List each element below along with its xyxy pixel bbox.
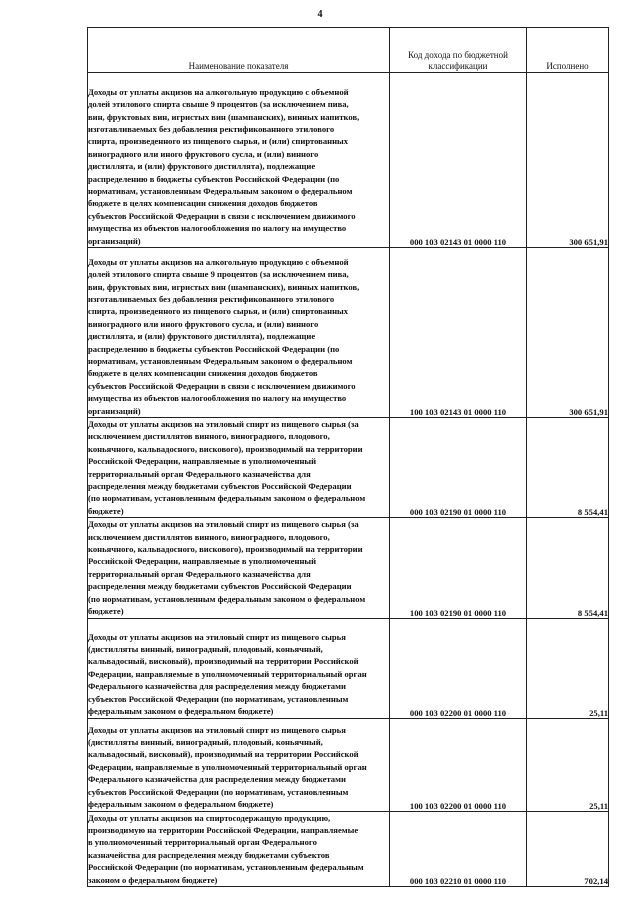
header-code-column: Код дохода по бюджетной классификации <box>390 28 527 73</box>
row-value: 702,14 <box>527 811 609 886</box>
table-row <box>88 811 609 886</box>
header-value-column: Исполнено <box>527 28 609 73</box>
row-value: 25,11 <box>527 618 609 718</box>
page-number: 4 <box>317 9 323 20</box>
row-code: 000 103 02190 01 0000 110 <box>390 418 527 518</box>
row-value: 8 554,41 <box>527 518 609 618</box>
table-row <box>88 248 609 418</box>
row-code: 000 103 02143 01 0000 110 <box>390 73 527 248</box>
row-name: Доходы от уплаты акцизов на алкогольную продукцию с объемной долей этилового спирта свыше 9 процентов (за исключением пива, вин, фруктовых вин, игристых вин (шампанских), винных напитков, изготавливаемых без добавления ректификованного этилового спирта, произведенного из пищевого сырья, и (или) спиртованных виноградного или иного фруктового сусла, и (или) винного дистиллята, и (или) фруктового дистиллята), подлежащие распределению в бюджеты субъектов Российской Федерации (по нормативам, установленным Федеральным законом о федеральном бюджете в целях компенсации снижения доходов бюджетов субъектов Российской Федерации в связи с исключением движимого имущества из объектов налогообложения по налогу на имущество организаций) <box>88 73 390 248</box>
row-code: 100 103 02143 01 0000 110 <box>390 248 527 418</box>
row-value: 8 554,41 <box>527 418 609 518</box>
row-code: 000 103 02200 01 0000 110 <box>390 618 527 718</box>
row-value: 300 651,91 <box>527 248 609 418</box>
row-value: 300 651,91 <box>527 73 609 248</box>
row-name: Доходы от уплаты акцизов на этиловый спирт из пищевого сырья (за исключением дистиллятов винного, виноградного, плодового, коньячного, кальвадосного, вискового), производимый на территории Российской Федерации, направляемые в уполномоченный территориальный орган Федерального казначейства для распределения между бюджетами субъектов Российской Федерации (по нормативам, установленным федеральным законом о федеральном бюджете) <box>88 518 390 618</box>
table-row <box>88 618 609 718</box>
table-row <box>88 518 609 618</box>
row-name: Доходы от уплаты акцизов на спиртосодержащую продукцию, производимую на территории Российской Федерации, направляемые в уполномоченный территориальный орган Федерального казначейства для распределения между бюджетами субъектов Российской Федерации (по нормативам, установленным федеральным законом о федеральном бюджете) <box>88 811 390 886</box>
revenue-table <box>87 27 609 887</box>
row-name: Доходы от уплаты акцизов на этиловый спирт из пищевого сырья (дистилляты винный, виноградный, плодовый, коньячный, кальвадосный, висковый), производимый на территории Российской Федерации, направляемые в уполномоченный территориальный орган Федерального казначейства для распределения между бюджетами субъектов Российской Федерации (по нормативам, установленным федеральным законом о федеральном бюджете) <box>88 618 390 718</box>
header-name-column: Наименование показателя <box>88 28 390 73</box>
row-code: 000 103 02210 01 0000 110 <box>390 811 527 886</box>
row-name: Доходы от уплаты акцизов на этиловый спирт из пищевого сырья (за исключением дистиллятов винного, виноградного, плодового, коньячного, кальвадосного, вискового), производимый на территории Российской Федерации, направляемые в уполномоченный территориальный орган Федерального казначейства для распределения между бюджетами субъектов Российской Федерации (по нормативам, установленным федеральным законом о федеральном бюджете) <box>88 418 390 518</box>
row-code: 100 103 02200 01 0000 110 <box>390 718 527 811</box>
table-row <box>88 418 609 518</box>
table-row <box>88 718 609 811</box>
row-name: Доходы от уплаты акцизов на алкогольную продукцию с объемной долей этилового спирта свыше 9 процентов (за исключением пива, вин, фруктовых вин, игристых вин (шампанских), винных напитков, изготавливаемых без добавления ректификованного этилового спирта, произведенного из пищевого сырья, и (или) спиртованных виноградного или иного фруктового сусла, и (или) винного дистиллята, и (или) фруктового дистиллята), подлежащие распределению в бюджеты субъектов Российской Федерации (по нормативам, установленным Федеральным законом о федеральном бюджете в целях компенсации снижения доходов бюджетов субъектов Российской Федерации в связи с исключением движимого имущества из объектов налогообложения по налогу на имущество организаций) <box>88 248 390 418</box>
row-name: Доходы от уплаты акцизов на этиловый спирт из пищевого сырья (дистилляты винный, виноградный, плодовый, коньячный, кальвадосный, висковый), производимый на территории Российской Федерации, направляемые в уполномоченный территориальный орган Федерального казначейства для распределения между бюджетами субъектов Российской Федерации (по нормативам, установленным федеральным законом о федеральном бюджете) <box>88 718 390 811</box>
table-row <box>88 73 609 248</box>
table-header-row <box>88 28 609 73</box>
row-value: 25,11 <box>527 718 609 811</box>
row-code: 100 103 02190 01 0000 110 <box>390 518 527 618</box>
